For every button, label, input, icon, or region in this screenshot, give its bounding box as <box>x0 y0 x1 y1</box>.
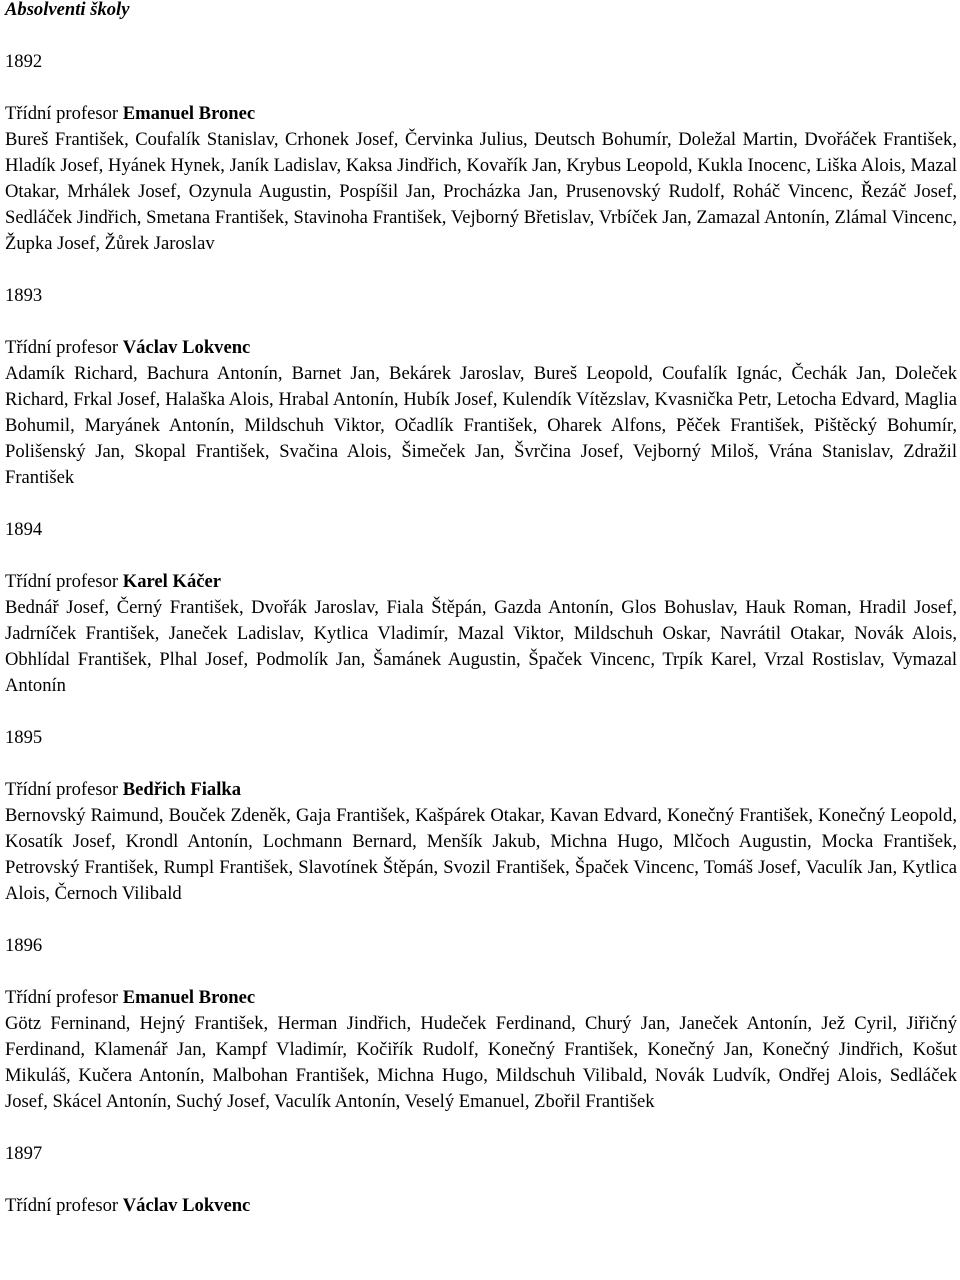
teacher-name: Emanuel Bronec <box>122 987 256 1008</box>
class-section-1895 <box>5 725 957 907</box>
class-teacher <box>5 1193 957 1219</box>
class-teacher <box>5 777 957 803</box>
teacher-label: Třídní profesor <box>5 987 123 1008</box>
student-list: Bednář Josef, Černý František, Dvořák Jaroslav, Fiala Štěpán, Gazda Antonín, Glos Bohuslav, Hauk Roman, Hradil Josef, Jadrníček František, Janeček Ladislav, Kytlica Vladimír, Mazal Viktor, Mildschuh Oskar, Navrátil Otakar, Novák Alois, Obhlídal František, Plhal Josef, Podmolík Jan, Šamánek Augustin, Špaček Vincenc, Trpík Karel, Vrzal Rostislav, Vymazal Antonín <box>5 597 957 696</box>
teacher-name: Bedřich Fialka <box>122 779 242 800</box>
class-year: 1894 <box>5 519 43 540</box>
class-year: 1896 <box>5 935 43 956</box>
teacher-name: Karel Káčer <box>122 571 221 592</box>
teacher-label: Třídní profesor <box>5 571 123 592</box>
teacher-name: Emanuel Bronec <box>122 103 256 124</box>
student-list: Bureš František, Coufalík Stanislav, Crhonek Josef, Červinka Julius, Deutsch Bohumír, Doležal Martin, Dvořáček František, Hladík Josef, Hyánek Hynek, Janík Ladislav, Kaksa Jindřich, Kovařík Jan, Krybus Leopold, Kukla Inocenc, Liška Alois, Mazal Otakar, Mrhálek Josef, Ozynula Augustin, Pospíšil Jan, Procházka Jan, Prusenovský Rudolf, Roháč Vincenc, Řezáč Josef, Sedláček Jindřich, Smetana František, Stavinoha František, Vejborný Břetislav, Vrbíček Jan, Zamazal Antonín, Zlámal Vincenc, Župka Josef, Žůrek Jaroslav <box>5 129 957 254</box>
class-teacher <box>5 985 957 1011</box>
student-list: Götz Ferninand, Hejný František, Herman Jindřich, Hudeček Ferdinand, Churý Jan, Janeček Antonín, Jež Cyril, Jiřičný Ferdinand, Klamenář Jan, Kampf Vladimír, Kočiřík Rudolf, Konečný František, Konečný Jan, Konečný Jindřich, Košut Mikuláš, Kučera Antonín, Malbohan František, Michna Hugo, Mildschuh Vilibald, Novák Ludvík, Ondřej Alois, Sedláček Josef, Skácel Antonín, Suchý Josef, Vaculík Antonín, Veselý Emanuel, Zbořil František <box>5 1013 957 1112</box>
class-teacher <box>5 101 957 127</box>
class-section-1896 <box>5 933 957 1115</box>
document-title: Absolventi školy <box>5 0 130 20</box>
teacher-label: Třídní profesor <box>5 103 123 124</box>
student-list: Adamík Richard, Bachura Antonín, Barnet Jan, Bekárek Jaroslav, Bureš Leopold, Coufalík Ignác, Čechák Jan, Doleček Richard, Frkal Josef, Halaška Alois, Hrabal Antonín, Hubík Josef, Kulendík Vítězslav, Kvasnička Petr, Letocha Edvard, Maglia Bohumil, Maryánek Antonín, Mildschuh Viktor, Očadlík František, Oharek Alfons, Pěček František, Pištěcký Bohumír, Polišenský Jan, Skopal František, Svačina Alois, Šimeček Jan, Švrčina Josef, Vejborný Miloš, Vrána Stanislav, Zdražil František <box>5 363 957 488</box>
class-year: 1895 <box>5 727 43 748</box>
class-year: 1892 <box>5 51 43 72</box>
class-section-1897 <box>5 1141 957 1219</box>
teacher-label: Třídní profesor <box>5 779 123 800</box>
class-section-1894 <box>5 517 957 699</box>
class-year: 1893 <box>5 285 43 306</box>
teacher-name: Václav Lokvenc <box>122 1195 251 1216</box>
teacher-label: Třídní profesor <box>5 337 123 358</box>
class-teacher <box>5 335 957 361</box>
class-section-1893 <box>5 283 957 491</box>
document-page <box>5 0 957 1219</box>
class-teacher <box>5 569 957 595</box>
class-year: 1897 <box>5 1143 43 1164</box>
student-list: Bernovský Raimund, Bouček Zdeněk, Gaja František, Kašpárek Otakar, Kavan Edvard, Konečný František, Konečný Leopold, Kosatík Josef, Krondl Antonín, Lochmann Bernard, Menšík Jakub, Michna Hugo, Mlčoch Augustin, Mocka František, Petrovský František, Rumpl František, Slavotínek Štěpán, Svozil František, Špaček Vincenc, Tomáš Josef, Vaculík Jan, Kytlica Alois, Černoch Vilibald <box>5 805 957 904</box>
class-section-1892 <box>5 49 957 257</box>
teacher-label: Třídní profesor <box>5 1195 123 1216</box>
teacher-name: Václav Lokvenc <box>122 337 251 358</box>
